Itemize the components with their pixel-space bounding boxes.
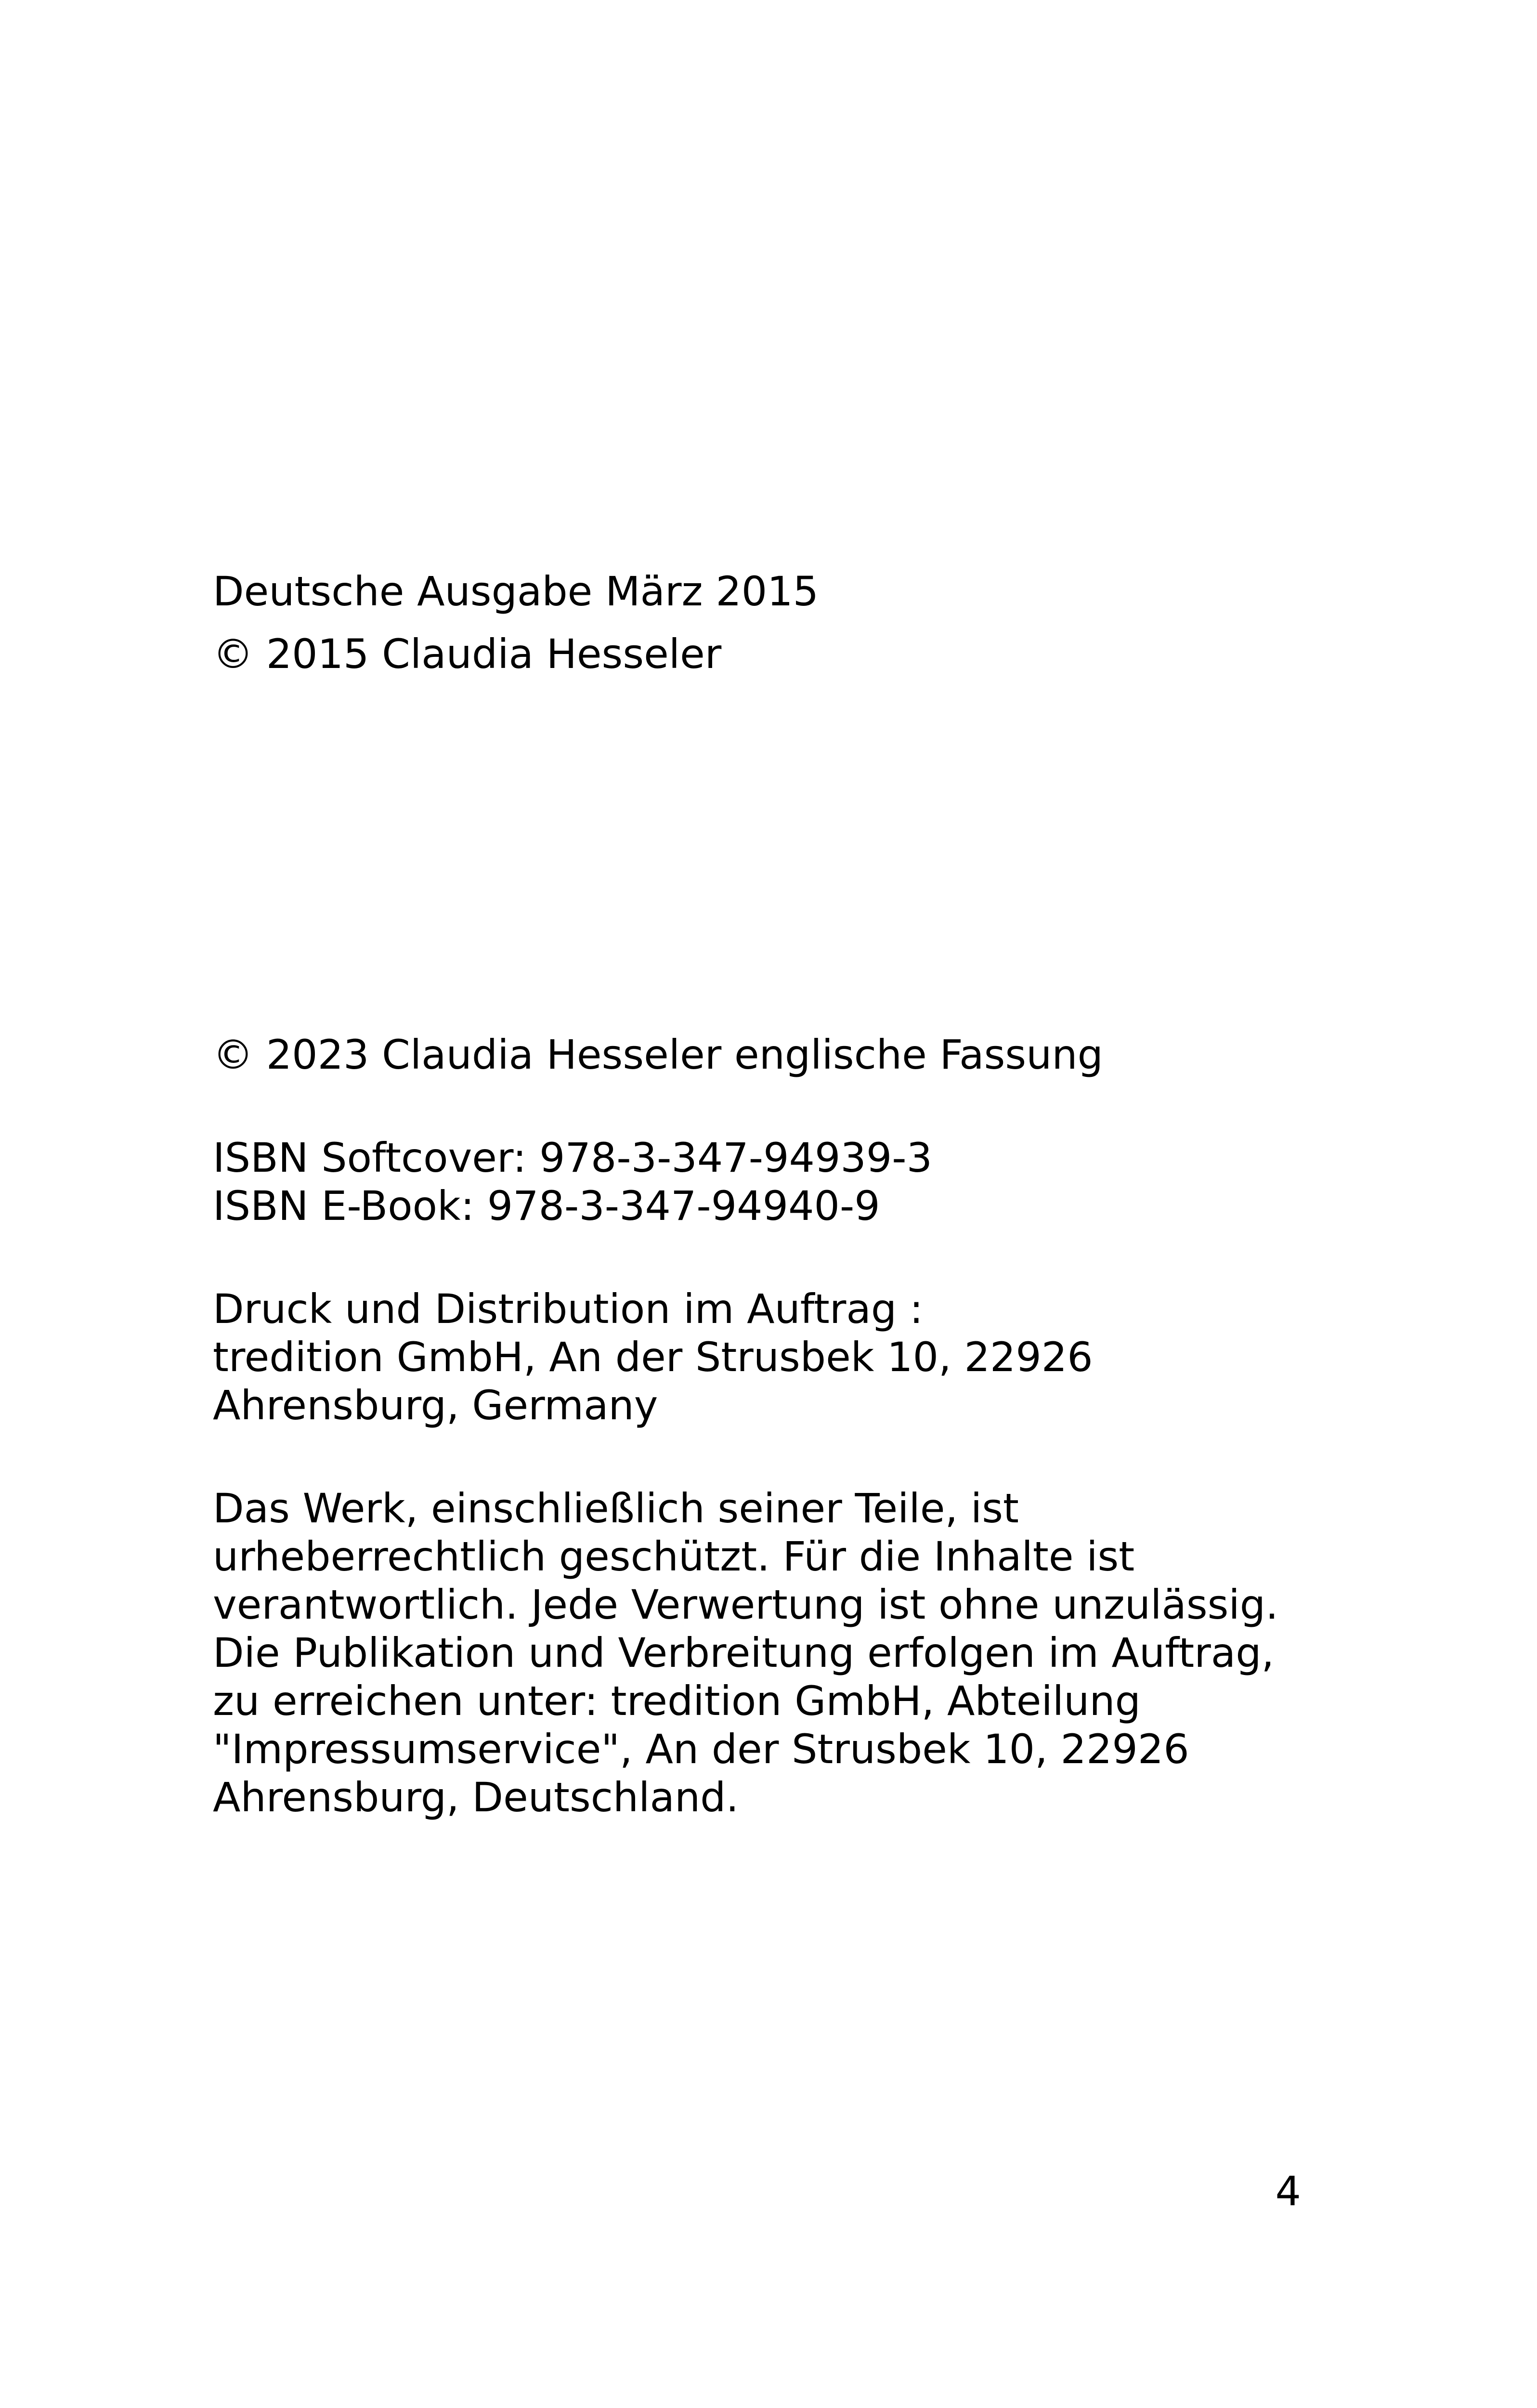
printing-line-3: Ahrensburg, Germany xyxy=(213,1382,658,1429)
isbn-ebook: ISBN E-Book: 978-3-347-94940-9 xyxy=(213,1182,880,1230)
legal-line-1: Das Werk, einschließlich seiner Teile, ist xyxy=(213,1485,1019,1532)
edition-line: Deutsche Ausgabe März 2015 xyxy=(213,568,819,615)
legal-line-6: "Impressumservice", An der Strusbek 10, 22926 xyxy=(213,1726,1189,1773)
isbn-softcover: ISBN Softcover: 978-3-347-94939-3 xyxy=(213,1134,933,1181)
printing-line-2: tredition GmbH, An der Strusbek 10, 22926 xyxy=(213,1334,1093,1381)
legal-line-5: zu erreichen unter: tredition GmbH, Abteilung xyxy=(213,1677,1141,1725)
page-number: 4 xyxy=(1275,2168,1301,2215)
legal-line-4: Die Publikation und Verbreitung erfolgen im Auftrag, xyxy=(213,1629,1275,1676)
legal-line-7: Ahrensburg, Deutschland. xyxy=(213,1774,739,1821)
legal-line-3: verantwortlich. Jede Verwertung ist ohne unzulässig. xyxy=(213,1581,1278,1628)
copyright-2023-english: © 2023 Claudia Hesseler englische Fassung xyxy=(213,1031,1103,1078)
legal-line-2: urheberrechtlich geschützt. Für die Inhalte ist xyxy=(213,1533,1135,1580)
printing-line-1: Druck und Distribution im Auftrag : xyxy=(213,1285,924,1333)
copyright-2015: © 2015 Claudia Hesseler xyxy=(213,630,722,678)
